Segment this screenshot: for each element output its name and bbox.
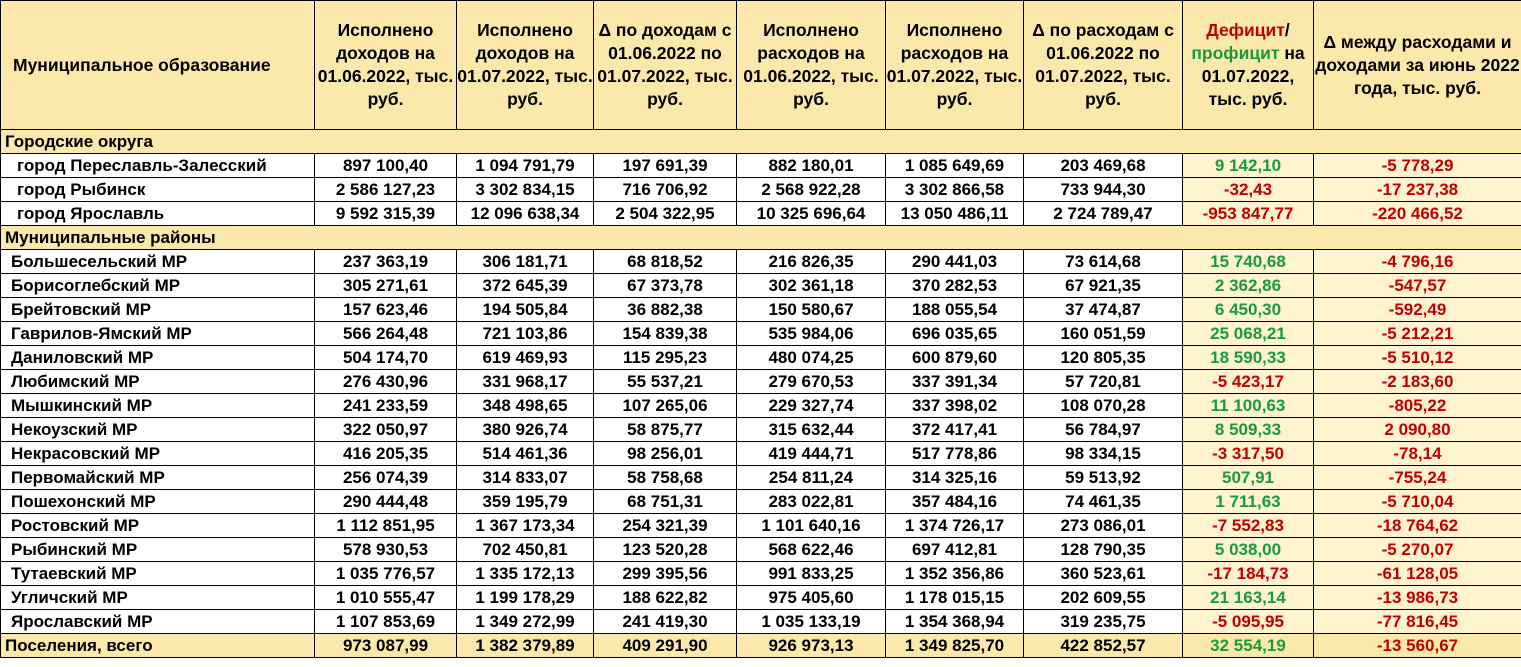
value-cell: 73 614,68 (1024, 250, 1183, 274)
value-cell: 229 327,74 (737, 394, 886, 418)
value-cell: 107 265,06 (594, 394, 737, 418)
value-cell: 254 811,24 (737, 466, 886, 490)
value-cell: 58 875,77 (594, 418, 737, 442)
municipality-name: Рыбинский МР (1, 538, 315, 562)
value-cell: 1 335 172,13 (457, 562, 594, 586)
value-cell: 1 035 133,19 (737, 610, 886, 634)
value-cell: 115 295,23 (594, 346, 737, 370)
municipality-name: Мышкинский МР (1, 394, 315, 418)
table-row (1, 298, 1521, 322)
deficit-surplus-cell: 8 509,33 (1183, 418, 1314, 442)
header-municipality: Муниципальное образование (1, 1, 315, 130)
value-cell: 926 973,13 (737, 634, 886, 658)
deficit-surplus-cell: 18 590,33 (1183, 346, 1314, 370)
value-cell: 290 444,48 (315, 490, 457, 514)
deficit-surplus-cell: 25 068,21 (1183, 322, 1314, 346)
header-deficit-label: Дефицит (1206, 20, 1285, 40)
value-cell: 74 461,35 (1024, 490, 1183, 514)
value-cell: 1 085 649,69 (886, 154, 1024, 178)
value-cell: 299 395,56 (594, 562, 737, 586)
deficit-surplus-cell: 9 142,10 (1183, 154, 1314, 178)
section-title: Городские округа (1, 130, 1521, 154)
value-cell: 319 235,75 (1024, 610, 1183, 634)
value-cell: 697 412,81 (886, 538, 1024, 562)
value-cell: 1 349 825,70 (886, 634, 1024, 658)
value-cell: 578 930,53 (315, 538, 457, 562)
table-row (1, 442, 1521, 466)
header-deficit-rest: на 01.07.2022, тыс. руб. (1201, 43, 1305, 109)
table-row (1, 370, 1521, 394)
value-cell: 2 586 127,23 (315, 178, 457, 202)
municipality-name: город Ярославль (1, 202, 315, 226)
value-cell: 409 291,90 (594, 634, 737, 658)
value-cell: 36 882,38 (594, 298, 737, 322)
june-delta-cell: -547,57 (1314, 274, 1521, 298)
value-cell: 67 373,78 (594, 274, 737, 298)
deficit-surplus-cell: 15 740,68 (1183, 250, 1314, 274)
header-row (1, 1, 1521, 130)
value-cell: 98 256,01 (594, 442, 737, 466)
header-income-0601: Исполнено доходов на 01.06.2022, тыс. руб. (315, 1, 457, 130)
value-cell: 2 568 922,28 (737, 178, 886, 202)
value-cell: 197 691,39 (594, 154, 737, 178)
deficit-surplus-cell: -5 095,95 (1183, 610, 1314, 634)
value-cell: 372 645,39 (457, 274, 594, 298)
table-row (1, 274, 1521, 298)
municipality-name: Поселения, всего (1, 634, 315, 658)
value-cell: 57 720,81 (1024, 370, 1183, 394)
value-cell: 514 461,36 (457, 442, 594, 466)
value-cell: 337 391,34 (886, 370, 1024, 394)
june-delta-cell: -755,24 (1314, 466, 1521, 490)
value-cell: 721 103,86 (457, 322, 594, 346)
value-cell: 1 382 379,89 (457, 634, 594, 658)
header-deficit-surplus (1183, 1, 1314, 130)
value-cell: 991 833,25 (737, 562, 886, 586)
total-row (1, 634, 1521, 658)
value-cell: 370 282,53 (886, 274, 1024, 298)
value-cell: 331 968,17 (457, 370, 594, 394)
value-cell: 568 622,46 (737, 538, 886, 562)
deficit-surplus-cell: 11 100,63 (1183, 394, 1314, 418)
value-cell: 1 107 853,69 (315, 610, 457, 634)
value-cell: 203 469,68 (1024, 154, 1183, 178)
value-cell: 416 205,35 (315, 442, 457, 466)
value-cell: 882 180,01 (737, 154, 886, 178)
deficit-surplus-cell: -5 423,17 (1183, 370, 1314, 394)
value-cell: 160 051,59 (1024, 322, 1183, 346)
value-cell: 241 233,59 (315, 394, 457, 418)
value-cell: 273 086,01 (1024, 514, 1183, 538)
value-cell: 241 419,30 (594, 610, 737, 634)
value-cell: 973 087,99 (315, 634, 457, 658)
header-surplus-label: профицит (1191, 43, 1280, 63)
municipality-name: Тутаевский МР (1, 562, 315, 586)
municipality-name: Ростовский МР (1, 514, 315, 538)
table-body (1, 130, 1521, 658)
table-row (1, 514, 1521, 538)
value-cell: 98 334,15 (1024, 442, 1183, 466)
deficit-surplus-cell: -3 317,50 (1183, 442, 1314, 466)
header-expense-delta: Δ по расходам с 01.06.2022 по 01.07.2022, тыс. руб. (1024, 1, 1183, 130)
municipality-name: город Переславль-Залесский (1, 154, 315, 178)
header-expense-0601: Исполнено расходов на 01.06.2022, тыс. руб. (737, 1, 886, 130)
value-cell: 619 469,93 (457, 346, 594, 370)
value-cell: 256 074,39 (315, 466, 457, 490)
municipality-name: Борисоглебский МР (1, 274, 315, 298)
municipality-name: Первомайский МР (1, 466, 315, 490)
value-cell: 422 852,57 (1024, 634, 1183, 658)
table-row (1, 490, 1521, 514)
value-cell: 480 074,25 (737, 346, 886, 370)
value-cell: 3 302 866,58 (886, 178, 1024, 202)
municipality-name: Некрасовский МР (1, 442, 315, 466)
section-row (1, 130, 1521, 154)
value-cell: 68 751,31 (594, 490, 737, 514)
table-row (1, 394, 1521, 418)
june-delta-cell: 2 090,80 (1314, 418, 1521, 442)
value-cell: 975 405,60 (737, 586, 886, 610)
header-slash: / (1284, 20, 1290, 40)
deficit-surplus-cell: 5 038,00 (1183, 538, 1314, 562)
value-cell: 254 321,39 (594, 514, 737, 538)
june-delta-cell: -5 778,29 (1314, 154, 1521, 178)
june-delta-cell: -18 764,62 (1314, 514, 1521, 538)
table-row (1, 466, 1521, 490)
table-row (1, 202, 1521, 226)
june-delta-cell: -78,14 (1314, 442, 1521, 466)
deficit-surplus-cell: -953 847,77 (1183, 202, 1314, 226)
value-cell: 188 055,54 (886, 298, 1024, 322)
value-cell: 504 174,70 (315, 346, 457, 370)
table-row (1, 346, 1521, 370)
june-delta-cell: -5 710,04 (1314, 490, 1521, 514)
value-cell: 337 398,02 (886, 394, 1024, 418)
deficit-surplus-cell: 2 362,86 (1183, 274, 1314, 298)
municipality-name: Ярославский МР (1, 610, 315, 634)
header-june-delta: Δ между расходами и доходами за июнь 2022 года, тыс. руб. (1314, 1, 1521, 130)
value-cell: 10 325 696,64 (737, 202, 886, 226)
municipality-name: Пошехонский МР (1, 490, 315, 514)
deficit-surplus-cell: 6 450,30 (1183, 298, 1314, 322)
june-delta-cell: -17 237,38 (1314, 178, 1521, 202)
june-delta-cell: -4 796,16 (1314, 250, 1521, 274)
value-cell: 1 349 272,99 (457, 610, 594, 634)
table-row (1, 418, 1521, 442)
header-income-0701: Исполнено доходов на 01.07.2022, тыс. руб. (457, 1, 594, 130)
table-row (1, 610, 1521, 634)
table-row (1, 154, 1521, 178)
value-cell: 283 022,81 (737, 490, 886, 514)
header-expense-0701: Исполнено расходов на 01.07.2022, тыс. руб. (886, 1, 1024, 130)
june-delta-cell: -805,22 (1314, 394, 1521, 418)
june-delta-cell: -592,49 (1314, 298, 1521, 322)
table-row (1, 322, 1521, 346)
value-cell: 1 178 015,15 (886, 586, 1024, 610)
june-delta-cell: -220 466,52 (1314, 202, 1521, 226)
value-cell: 9 592 315,39 (315, 202, 457, 226)
value-cell: 733 944,30 (1024, 178, 1183, 202)
june-delta-cell: -2 183,60 (1314, 370, 1521, 394)
value-cell: 1 112 851,95 (315, 514, 457, 538)
deficit-surplus-cell: 507,91 (1183, 466, 1314, 490)
value-cell: 314 833,07 (457, 466, 594, 490)
value-cell: 56 784,97 (1024, 418, 1183, 442)
value-cell: 67 921,35 (1024, 274, 1183, 298)
value-cell: 305 271,61 (315, 274, 457, 298)
municipality-name: город Рыбинск (1, 178, 315, 202)
value-cell: 194 505,84 (457, 298, 594, 322)
municipality-name: Большесельский МР (1, 250, 315, 274)
value-cell: 314 325,16 (886, 466, 1024, 490)
municipality-name: Угличский МР (1, 586, 315, 610)
value-cell: 315 632,44 (737, 418, 886, 442)
value-cell: 322 050,97 (315, 418, 457, 442)
table-row (1, 178, 1521, 202)
value-cell: 1 199 178,29 (457, 586, 594, 610)
june-delta-cell: -13 560,67 (1314, 634, 1521, 658)
value-cell: 600 879,60 (886, 346, 1024, 370)
value-cell: 360 523,61 (1024, 562, 1183, 586)
value-cell: 55 537,21 (594, 370, 737, 394)
value-cell: 1 367 173,34 (457, 514, 594, 538)
value-cell: 276 430,96 (315, 370, 457, 394)
value-cell: 216 826,35 (737, 250, 886, 274)
value-cell: 306 181,71 (457, 250, 594, 274)
value-cell: 150 580,67 (737, 298, 886, 322)
june-delta-cell: -5 270,07 (1314, 538, 1521, 562)
value-cell: 1 374 726,17 (886, 514, 1024, 538)
value-cell: 108 070,28 (1024, 394, 1183, 418)
value-cell: 535 984,06 (737, 322, 886, 346)
value-cell: 68 818,52 (594, 250, 737, 274)
value-cell: 1 354 368,94 (886, 610, 1024, 634)
value-cell: 290 441,03 (886, 250, 1024, 274)
june-delta-cell: -77 816,45 (1314, 610, 1521, 634)
june-delta-cell: -5 510,12 (1314, 346, 1521, 370)
value-cell: 419 444,71 (737, 442, 886, 466)
section-title: Муниципальные районы (1, 226, 1521, 250)
value-cell: 2 504 322,95 (594, 202, 737, 226)
value-cell: 3 302 834,15 (457, 178, 594, 202)
value-cell: 359 195,79 (457, 490, 594, 514)
section-row (1, 226, 1521, 250)
june-delta-cell: -13 986,73 (1314, 586, 1521, 610)
value-cell: 154 839,38 (594, 322, 737, 346)
value-cell: 188 622,82 (594, 586, 737, 610)
municipality-name: Некоузский МР (1, 418, 315, 442)
municipality-name: Гаврилов-Ямский МР (1, 322, 315, 346)
table-row (1, 538, 1521, 562)
municipality-name: Даниловский МР (1, 346, 315, 370)
june-delta-cell: -61 128,05 (1314, 562, 1521, 586)
value-cell: 702 450,81 (457, 538, 594, 562)
value-cell: 157 623,46 (315, 298, 457, 322)
deficit-surplus-cell: -7 552,83 (1183, 514, 1314, 538)
value-cell: 202 609,55 (1024, 586, 1183, 610)
value-cell: 1 094 791,79 (457, 154, 594, 178)
deficit-surplus-cell: 1 711,63 (1183, 490, 1314, 514)
value-cell: 348 498,65 (457, 394, 594, 418)
value-cell: 120 805,35 (1024, 346, 1183, 370)
value-cell: 566 264,48 (315, 322, 457, 346)
value-cell: 372 417,41 (886, 418, 1024, 442)
municipality-name: Брейтовский МР (1, 298, 315, 322)
value-cell: 1 101 640,16 (737, 514, 886, 538)
value-cell: 59 513,92 (1024, 466, 1183, 490)
table-row (1, 250, 1521, 274)
value-cell: 58 758,68 (594, 466, 737, 490)
value-cell: 37 474,87 (1024, 298, 1183, 322)
value-cell: 302 361,18 (737, 274, 886, 298)
value-cell: 897 100,40 (315, 154, 457, 178)
value-cell: 380 926,74 (457, 418, 594, 442)
value-cell: 1 352 356,86 (886, 562, 1024, 586)
value-cell: 13 050 486,11 (886, 202, 1024, 226)
value-cell: 517 778,86 (886, 442, 1024, 466)
table-row (1, 562, 1521, 586)
value-cell: 696 035,65 (886, 322, 1024, 346)
value-cell: 279 670,53 (737, 370, 886, 394)
value-cell: 357 484,16 (886, 490, 1024, 514)
value-cell: 716 706,92 (594, 178, 737, 202)
value-cell: 1 010 555,47 (315, 586, 457, 610)
deficit-surplus-cell: 21 163,14 (1183, 586, 1314, 610)
header-income-delta: Δ по доходам с 01.06.2022 по 01.07.2022, тыс. руб. (594, 1, 737, 130)
value-cell: 123 520,28 (594, 538, 737, 562)
municipality-name: Любимский МР (1, 370, 315, 394)
deficit-surplus-cell: -17 184,73 (1183, 562, 1314, 586)
value-cell: 12 096 638,34 (457, 202, 594, 226)
june-delta-cell: -5 212,21 (1314, 322, 1521, 346)
value-cell: 1 035 776,57 (315, 562, 457, 586)
value-cell: 237 363,19 (315, 250, 457, 274)
value-cell: 128 790,35 (1024, 538, 1183, 562)
deficit-surplus-cell: -32,43 (1183, 178, 1314, 202)
table-row (1, 586, 1521, 610)
deficit-surplus-cell: 32 554,19 (1183, 634, 1314, 658)
value-cell: 2 724 789,47 (1024, 202, 1183, 226)
